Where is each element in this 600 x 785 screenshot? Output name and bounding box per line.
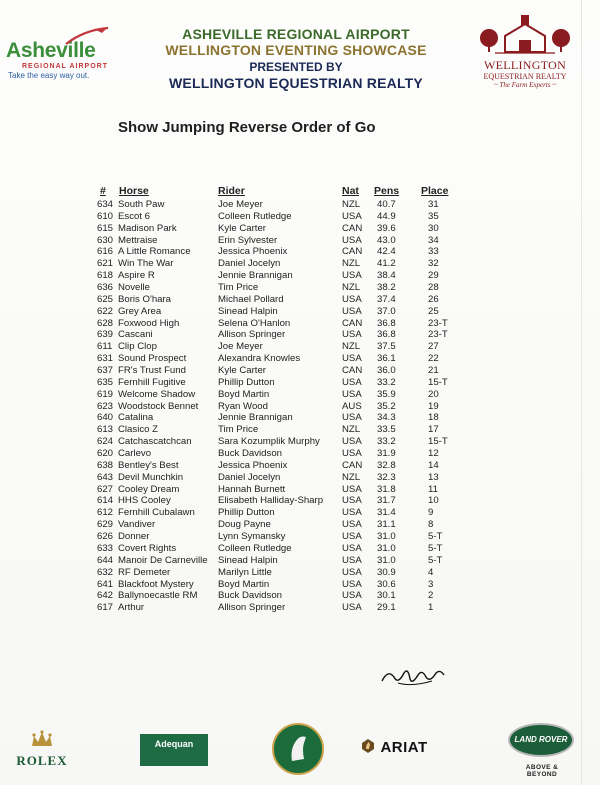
rider-name-cell: Sara Kozumplik Murphy [218,436,320,448]
entry-number-cell: 644 [97,554,114,566]
nation-code-cell: USA [342,531,362,543]
placing-cell: 5-T [428,542,443,554]
penalties-cell: 31.8 [377,483,396,495]
penalties-cell: 33.5 [377,424,396,436]
horse-name-cell: Donner [118,531,150,543]
placing-cell: 28 [428,282,439,294]
placing-cell: 8 [428,519,434,531]
placing-cell: 5-T [428,531,443,543]
header-presented-by: PRESENTED BY [249,60,343,74]
table-row [96,365,476,377]
placing-cell: 5-T [428,554,443,566]
penalties-cell: 30.6 [377,578,396,590]
entry-number-cell: 616 [97,246,114,258]
rider-name-cell: Boyd Martin [218,388,270,400]
entry-number-cell: 643 [97,471,114,483]
rider-name-cell: Tim Price [218,424,259,436]
horse-name-cell: Carlevo [118,448,152,460]
table-row [96,519,476,531]
horse-name-cell: Vandiver [118,519,156,531]
horse-name-cell: Clasico Z [118,424,158,436]
header-event: WELLINGTON EVENTING SHOWCASE [165,42,427,58]
placing-cell: 12 [428,448,439,460]
rolex-logo [12,730,72,769]
placing-cell: 23-T [428,329,448,341]
nation-code-cell: USA [342,507,362,519]
horse-name-cell: Boris O'hara [118,293,172,305]
ariat-logo [360,738,450,757]
table-row [96,424,476,436]
placing-cell: 18 [428,412,439,424]
entry-number-cell: 627 [97,483,114,495]
table-row [96,258,476,270]
penalties-cell: 33.2 [377,436,396,448]
rider-name-cell: Sinead Halpin [218,554,278,566]
rider-name-cell: Allison Springer [218,602,286,614]
placing-cell: 3 [428,578,434,590]
nation-code-cell: USA [342,519,362,531]
penalties-cell: 31.7 [377,495,396,507]
table-row [96,602,476,614]
placing-cell: 13 [428,471,439,483]
penalties-cell: 42.4 [377,246,396,258]
rider-name-cell: Kyle Carter [218,222,266,234]
column-header-penalties: Pens [374,185,400,197]
asheville-airport-logo [6,30,114,81]
table-row [96,377,476,389]
rider-name-cell: Alexandra Knowles [218,353,301,365]
table-row [96,246,476,258]
nation-code-cell: AUS [342,400,362,412]
wellington-wordmark: WELLINGTON [483,58,567,72]
wellington-tagline: ~ The Farm Experts ~ [493,81,556,89]
entry-number-cell: 620 [97,448,114,460]
entry-number-cell: 626 [97,531,114,543]
table-row [96,211,476,223]
table-row [96,235,476,247]
penalties-cell: 43.0 [377,234,396,246]
placing-cell: 30 [428,222,439,234]
entry-number-cell: 638 [97,459,114,471]
penalties-cell: 39.6 [377,222,396,234]
placing-cell: 27 [428,341,439,353]
entry-number-cell: 611 [97,341,113,353]
table-row [96,329,476,341]
placing-cell: 23-T [428,317,448,329]
entry-number-cell: 612 [97,507,114,519]
penalties-cell: 31.9 [377,448,396,460]
column-header-rider: Rider [218,185,245,197]
table-row [96,412,476,424]
adequan-fineprint [140,754,208,760]
nation-code-cell: USA [342,376,362,388]
placing-cell: 22 [428,353,439,365]
table-row [96,306,476,318]
rider-name-cell: Boyd Martin [218,578,270,590]
horse-name-cell: Fernhill Cubalawn [118,507,195,519]
page-title: Show Jumping Reverse Order of Go [118,119,376,136]
airplane-icon [64,26,110,48]
wellington-subtitle: EQUESTRIAN REALTY [483,72,567,81]
penalties-cell: 34.3 [377,412,396,424]
nation-code-cell: USA [342,305,362,317]
rider-name-cell: Marilyn Little [218,566,272,578]
column-header-number: # [100,185,106,197]
adequan-logo [140,734,208,766]
penalties-cell: 44.9 [377,210,396,222]
horse-name-cell: Clip Clop [118,341,157,353]
nation-code-cell: CAN [342,317,363,329]
rider-name-cell: Kyle Carter [218,365,266,377]
table-row [96,401,476,413]
nation-code-cell: USA [342,436,362,448]
rider-name-cell: Ryan Wood [218,400,268,412]
placing-cell: 11 [428,483,438,495]
rider-name-cell: Sinead Halpin [218,305,278,317]
table-row [96,270,476,282]
nation-code-cell: CAN [342,365,363,377]
rider-name-cell: Joe Meyer [218,341,263,353]
entry-number-cell: 633 [97,542,114,554]
horse-name-cell: Mettraise [118,234,158,246]
nation-code-cell: USA [342,602,362,614]
table-row [96,484,476,496]
horse-name-cell: Covert Rights [118,542,177,554]
rider-name-cell: Lynn Symansky [218,531,286,543]
nation-code-cell: USA [342,448,362,460]
placing-cell: 26 [428,293,439,305]
entry-number-cell: 628 [97,317,114,329]
entry-number-cell: 610 [97,210,114,222]
entry-number-cell: 613 [97,424,114,436]
penalties-cell: 33.2 [377,376,396,388]
table-row [96,223,476,235]
ariat-horse-icon [360,738,376,754]
horse-name-cell: A Little Romance [118,246,191,258]
rider-name-cell: Daniel Jocelyn [218,471,281,483]
rider-name-cell: Michael Pollard [218,293,284,305]
placing-cell: 32 [428,258,439,270]
penalties-cell: 38.4 [377,270,396,282]
land-rover-tagline: ABOVE & BEYOND [525,764,559,778]
entry-number-cell: 642 [97,590,114,602]
placing-cell: 17 [428,424,439,436]
horse-name-cell: Welcome Shadow [118,388,196,400]
rider-name-cell: Jessica Phoenix [218,246,288,258]
nation-code-cell: NZL [342,282,361,294]
table-row [96,472,476,484]
nation-code-cell: NZL [342,258,361,270]
placing-cell: 21 [428,365,439,377]
judge-signature [378,663,450,689]
column-header-nation: Nat [342,185,359,197]
placing-cell: 9 [428,507,434,519]
rider-name-cell: Jennie Brannigan [218,270,293,282]
placing-cell: 33 [428,246,439,258]
placing-cell: 25 [428,305,439,317]
header-airport: ASHEVILLE REGIONAL AIRPORT [182,26,410,42]
entry-number-cell: 632 [97,566,114,578]
adequan-wordmark: Adequan [154,739,194,749]
table-row [96,590,476,602]
placing-cell: 15-T [428,376,448,388]
placing-cell: 15-T [428,436,448,448]
wellington-realty-logo [467,12,583,90]
rider-name-cell: Joe Meyer [218,199,263,210]
asheville-wordmark: Asheville [6,39,96,62]
entry-number-cell: 639 [97,329,114,341]
placing-cell: 4 [428,566,434,578]
penalties-cell: 30.1 [377,590,396,602]
land-rover-logo [508,723,574,757]
column-header-place: Place [421,185,449,197]
nation-code-cell: NZL [342,341,361,353]
placing-cell: 1 [428,602,434,614]
horse-name-cell: Woodstock Bennet [118,400,199,412]
placing-cell: 31 [428,199,439,210]
entry-number-cell: 631 [97,353,114,365]
entry-number-cell: 625 [97,293,114,305]
land-rover-wordmark: LAND ROVER [514,735,568,744]
entry-number-cell: 634 [97,199,114,210]
nation-code-cell: NZL [342,471,361,483]
crown-icon [30,730,54,748]
horse-name-cell: Manoir De Carneville [118,554,208,566]
entry-number-cell: 623 [97,400,114,412]
horse-name-cell: Aspire R [118,270,155,282]
penalties-cell: 29.1 [377,602,396,614]
placing-cell: 2 [428,590,434,602]
nation-code-cell: USA [342,353,362,365]
rider-name-cell: Phillip Dutton [218,376,275,388]
placing-cell: 20 [428,388,439,400]
nation-code-cell: USA [342,388,362,400]
horse-name-cell: RF Demeter [118,566,171,578]
table-row [96,294,476,306]
entry-number-cell: 629 [97,519,114,531]
placing-cell: 35 [428,210,439,222]
penalties-cell: 37.0 [377,305,396,317]
table-body [96,199,476,614]
table-row [96,341,476,353]
nation-code-cell: USA [342,554,362,566]
penalties-cell: 38.2 [377,282,396,294]
event-header [120,26,472,91]
rider-name-cell: Selena O'Hanlon [218,317,291,329]
penalties-cell: 31.0 [377,531,396,543]
penalties-cell: 32.8 [377,459,396,471]
penalties-cell: 30.9 [377,566,396,578]
horse-name-cell: Ballynoecastle RM [118,590,198,602]
table-row [96,579,476,591]
rider-name-cell: Daniel Jocelyn [218,258,281,270]
table-row [96,460,476,472]
rider-name-cell: Buck Davidson [218,590,282,602]
rider-name-cell: Buck Davidson [218,448,282,460]
horse-name-cell: Cooley Dream [118,483,180,495]
entry-number-cell: 622 [97,305,114,317]
horse-name-cell: Devil Munchkin [118,471,184,483]
entry-number-cell: 614 [97,495,114,507]
table-row [96,543,476,555]
nation-code-cell: CAN [342,222,363,234]
table-header [96,185,476,199]
column-header-horse: Horse [119,185,149,197]
penalties-cell: 37.4 [377,293,396,305]
entry-number-cell: 624 [97,436,114,448]
barn-icon [475,12,575,54]
nation-code-cell: CAN [342,246,363,258]
entry-number-cell: 617 [97,602,114,614]
page-crease [581,0,582,785]
horse-name-cell: Arthur [118,602,145,614]
rider-name-cell: Hannah Burnett [218,483,286,495]
nation-code-cell: USA [342,234,362,246]
table-row [96,353,476,365]
table-row [96,495,476,507]
entry-number-cell: 615 [97,222,114,234]
placing-cell: 34 [428,234,439,246]
nation-code-cell: USA [342,293,362,305]
entry-number-cell: 637 [97,365,114,377]
placing-cell: 19 [428,400,439,412]
penalties-cell: 31.0 [377,542,396,554]
penalties-cell: 36.1 [377,353,396,365]
horse-name-cell: HHS Cooley [118,495,171,507]
table-row [96,282,476,294]
rider-name-cell: Erin Sylvester [218,234,278,246]
rider-name-cell: Allison Springer [218,329,286,341]
penalties-cell: 36.0 [377,365,396,377]
table-row [96,436,476,448]
nation-code-cell: USA [342,495,362,507]
entry-number-cell: 630 [97,234,114,246]
horse-name-cell: Grey Area [118,305,162,317]
horse-name-cell: Foxwood High [118,317,180,329]
nation-code-cell: USA [342,566,362,578]
horse-name-cell: Blackfoot Mystery [118,578,194,590]
horse-name-cell: Catchascatchcan [118,436,192,448]
nation-code-cell: NZL [342,199,361,210]
table-row [96,531,476,543]
nation-code-cell: USA [342,329,362,341]
penalties-cell: 36.8 [377,329,396,341]
placing-cell: 29 [428,270,439,282]
rider-name-cell: Colleen Rutledge [218,542,292,554]
horse-head-icon [274,725,322,773]
horse-name-cell: Bentley's Best [118,459,179,471]
penalties-cell: 35.2 [377,400,396,412]
placing-cell: 10 [428,495,439,507]
table-row [96,389,476,401]
placing-cell: 14 [428,459,439,471]
rolex-wordmark: ROLEX [16,753,68,768]
table-row [96,567,476,579]
penalties-cell: 31.0 [377,554,396,566]
results-table [96,185,476,614]
rider-name-cell: Jennie Brannigan [218,412,293,424]
nation-code-cell: USA [342,412,362,424]
penalties-cell: 40.7 [377,199,396,210]
nation-code-cell: NZL [342,424,361,436]
asheville-tagline: Take the easy way out. [8,71,90,80]
penalties-cell: 41.2 [377,258,396,270]
penalties-cell: 31.4 [377,507,396,519]
nation-code-cell: USA [342,590,362,602]
horse-name-cell: FR's Trust Fund [118,365,186,377]
penalties-cell: 31.1 [377,519,396,531]
asheville-subtitle: REGIONAL AIRPORT [22,63,109,70]
rider-name-cell: Doug Payne [218,519,271,531]
rider-name-cell: Elisabeth Halliday-Sharp [218,495,324,507]
rider-name-cell: Tim Price [218,282,259,294]
penalties-cell: 36.8 [377,317,396,329]
rider-name-cell: Jessica Phoenix [218,459,288,471]
ariat-wordmark: ARIAT [380,739,428,756]
penalties-cell: 32.3 [377,471,396,483]
horse-name-cell: Sound Prospect [118,353,187,365]
horse-name-cell: Madison Park [118,222,177,234]
nation-code-cell: USA [342,210,362,222]
table-row [96,199,476,211]
rider-name-cell: Colleen Rutledge [218,210,292,222]
entry-number-cell: 640 [97,412,114,424]
table-row [96,448,476,460]
table-row [96,318,476,330]
entry-number-cell: 619 [97,388,114,400]
horse-name-cell: Fernhill Fugitive [118,376,186,388]
horse-name-cell: Win The War [118,258,174,270]
nation-code-cell: USA [342,542,362,554]
equestrian-festival-logo [272,723,324,775]
penalties-cell: 37.5 [377,341,396,353]
table-row [96,555,476,567]
entry-number-cell: 621 [97,258,114,270]
nation-code-cell: USA [342,483,362,495]
nation-code-cell: USA [342,270,362,282]
entry-number-cell: 636 [97,282,114,294]
horse-name-cell: South Paw [118,199,165,210]
horse-name-cell: Escot 6 [118,210,150,222]
table-row [96,507,476,519]
rider-name-cell: Phillip Dutton [218,507,275,519]
horse-name-cell: Catalina [118,412,154,424]
entry-number-cell: 641 [97,578,114,590]
header-presenter: WELLINGTON EQUESTRIAN REALTY [169,75,423,91]
horse-name-cell: Novelle [118,282,150,294]
entry-number-cell: 635 [97,376,114,388]
horse-name-cell: Cascani [118,329,153,341]
nation-code-cell: CAN [342,459,363,471]
penalties-cell: 35.9 [377,388,396,400]
entry-number-cell: 618 [97,270,114,282]
nation-code-cell: USA [342,578,362,590]
